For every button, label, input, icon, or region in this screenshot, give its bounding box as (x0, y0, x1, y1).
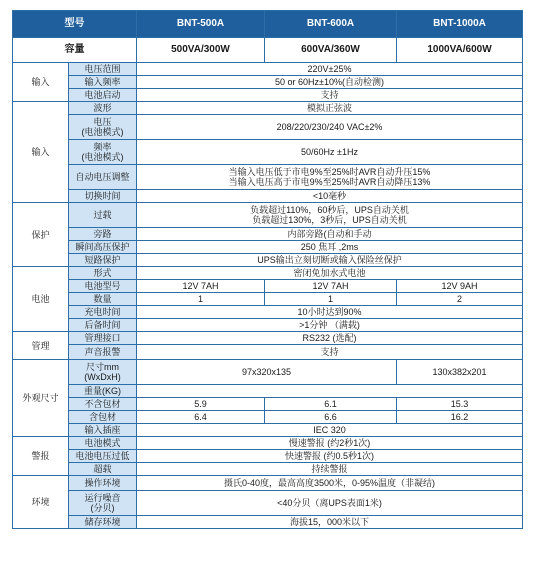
capacity-label: 容量 (13, 38, 137, 63)
category-input: 输入 (13, 63, 69, 102)
table-row (13, 241, 523, 254)
row-label: 运行噪音 (分贝) (69, 491, 137, 516)
row-label: 瞬间高压保护 (69, 241, 137, 254)
row-value: 快速警报 (约0.5秒1次) (137, 450, 523, 463)
row-value: 12V 7AH (265, 280, 397, 293)
capacity-value: 1000VA/600W (397, 38, 523, 63)
capacity-value: 600VA/360W (265, 38, 397, 63)
table-row (13, 203, 523, 228)
table-row (13, 165, 523, 190)
table-row (13, 280, 523, 293)
row-label: 频率 (电池模式) (69, 140, 137, 165)
row-value: 密闭免加水式电池 (137, 267, 523, 280)
table-row (13, 293, 523, 306)
row-label: 电池电压过低 (69, 450, 137, 463)
row-value: 50/60Hz ±1Hz (137, 140, 523, 165)
table-row (13, 411, 523, 424)
table-row (13, 63, 523, 76)
row-value: 1 (265, 293, 397, 306)
table-row (13, 437, 523, 450)
table-row (13, 424, 523, 437)
table-row (13, 190, 523, 203)
row-value: 130x382x201 (397, 360, 523, 385)
header-row (13, 11, 523, 38)
row-label: 不含包材 (69, 398, 137, 411)
category-physical: 外观尺寸 (13, 360, 69, 437)
category-battery: 电池 (13, 267, 69, 332)
row-label: 超载 (69, 463, 137, 476)
row-label: 波形 (69, 102, 137, 115)
table-row (13, 398, 523, 411)
row-value: >1分钟 （满载) (137, 319, 523, 332)
row-value: 250 焦耳 ,2ms (137, 241, 523, 254)
category-protection: 保护 (13, 203, 69, 267)
row-label: 数量 (69, 293, 137, 306)
row-value: 6.6 (265, 411, 397, 424)
row-label: 旁路 (69, 228, 137, 241)
row-value: 海拔15，000米以下 (137, 516, 523, 529)
table-row (13, 516, 523, 529)
row-label: 充电时间 (69, 306, 137, 319)
category-management: 管理 (13, 332, 69, 360)
row-label: 电压 (电池模式) (69, 115, 137, 140)
row-value: 208/220/230/240 VAC±2% (137, 115, 523, 140)
row-label: 输入插座 (69, 424, 137, 437)
category-alarm: 警报 (13, 437, 69, 476)
table-row (13, 140, 523, 165)
row-label: 声音报警 (69, 345, 137, 360)
row-label: 重量(KG) (69, 385, 137, 398)
table-row (13, 450, 523, 463)
row-value: 10小时达到90% (137, 306, 523, 319)
row-value: 支持 (137, 89, 523, 102)
row-label: 输入频率 (69, 76, 137, 89)
row-label: 后备时间 (69, 319, 137, 332)
row-value: 6.4 (137, 411, 265, 424)
row-value: 6.1 (265, 398, 397, 411)
table-row (13, 228, 523, 241)
row-value: <10毫秒 (137, 190, 523, 203)
category-environment: 环境 (13, 476, 69, 529)
model-name: BNT-1000A (397, 11, 523, 38)
row-label: 自动电压调整 (69, 165, 137, 190)
table-row (13, 319, 523, 332)
table-row (13, 267, 523, 280)
row-label: 尺寸mm (WxDxH) (69, 360, 137, 385)
row-label: 电压范围 (69, 63, 137, 76)
spec-table (12, 10, 523, 529)
table-row (13, 254, 523, 267)
row-value: 摄氏0-40度，最高高度3500米，0-95%温度（非凝结) (137, 476, 523, 491)
row-value: 97x320x135 (137, 360, 397, 385)
row-value: 15.3 (397, 398, 523, 411)
row-value: 220V±25% (137, 63, 523, 76)
capacity-row (13, 38, 523, 63)
row-label: 储存环境 (69, 516, 137, 529)
row-label: 管理接口 (69, 332, 137, 345)
row-label: 电池启动 (69, 89, 137, 102)
row-value: 12V 7AH (137, 280, 265, 293)
row-value: 50 or 60Hz±10%(自动检测) (137, 76, 523, 89)
table-row (13, 115, 523, 140)
row-value: 1 (137, 293, 265, 306)
row-value: 慢速警报 (约2秒1次) (137, 437, 523, 450)
row-value: 16.2 (397, 411, 523, 424)
row-value: 持续警报 (137, 463, 523, 476)
table-row (13, 491, 523, 516)
row-value: RS232 (选配) (137, 332, 523, 345)
row-value: <40分贝（离UPS表面1米) (137, 491, 523, 516)
row-value (137, 385, 523, 398)
table-row (13, 332, 523, 345)
row-value: 支持 (137, 345, 523, 360)
table-row (13, 463, 523, 476)
model-name: BNT-500A (137, 11, 265, 38)
model-label: 型号 (13, 11, 137, 38)
row-value: 当输入电压低于市电9%至25%时AVR自动升压15% 当输入电压高于市电9%至25%时AVR自动降压13% (137, 165, 523, 190)
row-label: 切换时间 (69, 190, 137, 203)
model-name: BNT-600A (265, 11, 397, 38)
table-row (13, 102, 523, 115)
row-label: 电池型号 (69, 280, 137, 293)
row-value: 2 (397, 293, 523, 306)
table-row (13, 89, 523, 102)
row-label: 含包材 (69, 411, 137, 424)
row-value: 5.9 (137, 398, 265, 411)
row-label: 操作环境 (69, 476, 137, 491)
row-value: UPS输出立刻切断或输入保险丝保护 (137, 254, 523, 267)
category-output: 输入 (13, 102, 69, 203)
row-label: 短路保护 (69, 254, 137, 267)
row-value: 内部旁路(自动和手动 (137, 228, 523, 241)
table-row (13, 76, 523, 89)
capacity-value: 500VA/300W (137, 38, 265, 63)
table-row (13, 345, 523, 360)
row-value: 负载超过110%，60秒后，UPS自动关机 负载超过130%，3秒后，UPS自动关机 (137, 203, 523, 228)
table-row (13, 476, 523, 491)
table-row (13, 360, 523, 385)
row-label: 过载 (69, 203, 137, 228)
table-row (13, 306, 523, 319)
row-value: 模拟正弦波 (137, 102, 523, 115)
table-row (13, 385, 523, 398)
row-label: 形式 (69, 267, 137, 280)
row-label: 电池模式 (69, 437, 137, 450)
row-value: IEC 320 (137, 424, 523, 437)
row-value: 12V 9AH (397, 280, 523, 293)
